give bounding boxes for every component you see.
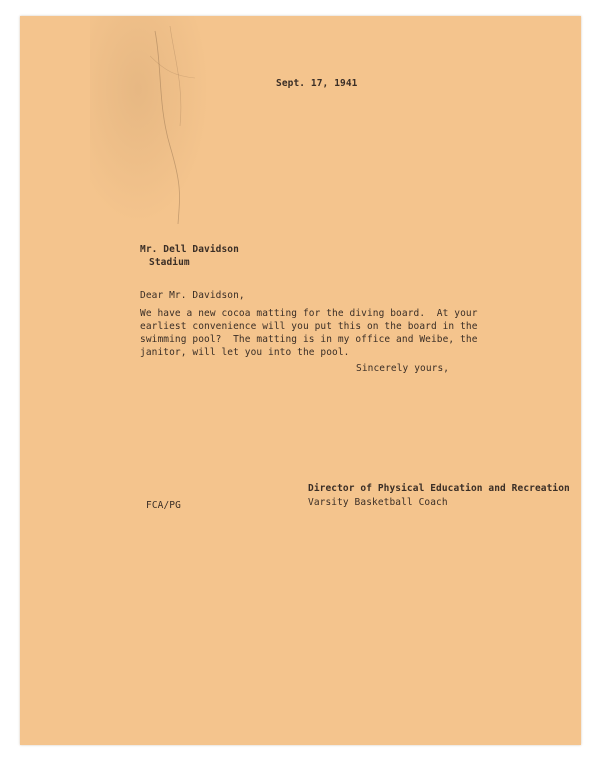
closing: Sincerely yours, (356, 363, 450, 374)
body-line: swimming pool? The matting is in my office and Weibe, the (140, 334, 478, 345)
recipient-name: Mr. Dell Davidson (140, 244, 239, 255)
paper-crease-marks (150, 26, 210, 226)
letter-page (20, 16, 581, 745)
signature-title: Director of Physical Education and Recreation (308, 483, 570, 494)
recipient-place: Stadium (149, 257, 190, 268)
paper-stain (90, 16, 210, 226)
signature-subtitle: Varsity Basketball Coach (308, 497, 448, 508)
letter-date: Sept. 17, 1941 (276, 78, 358, 89)
body-line: earliest convenience will you put this on the board in the (140, 321, 478, 332)
salutation: Dear Mr. Davidson, (140, 290, 245, 301)
body-line: janitor, will let you into the pool. (140, 347, 350, 358)
initials: FCA/PG (146, 500, 181, 511)
body-line: We have a new cocoa matting for the diving board. At your (140, 308, 478, 319)
